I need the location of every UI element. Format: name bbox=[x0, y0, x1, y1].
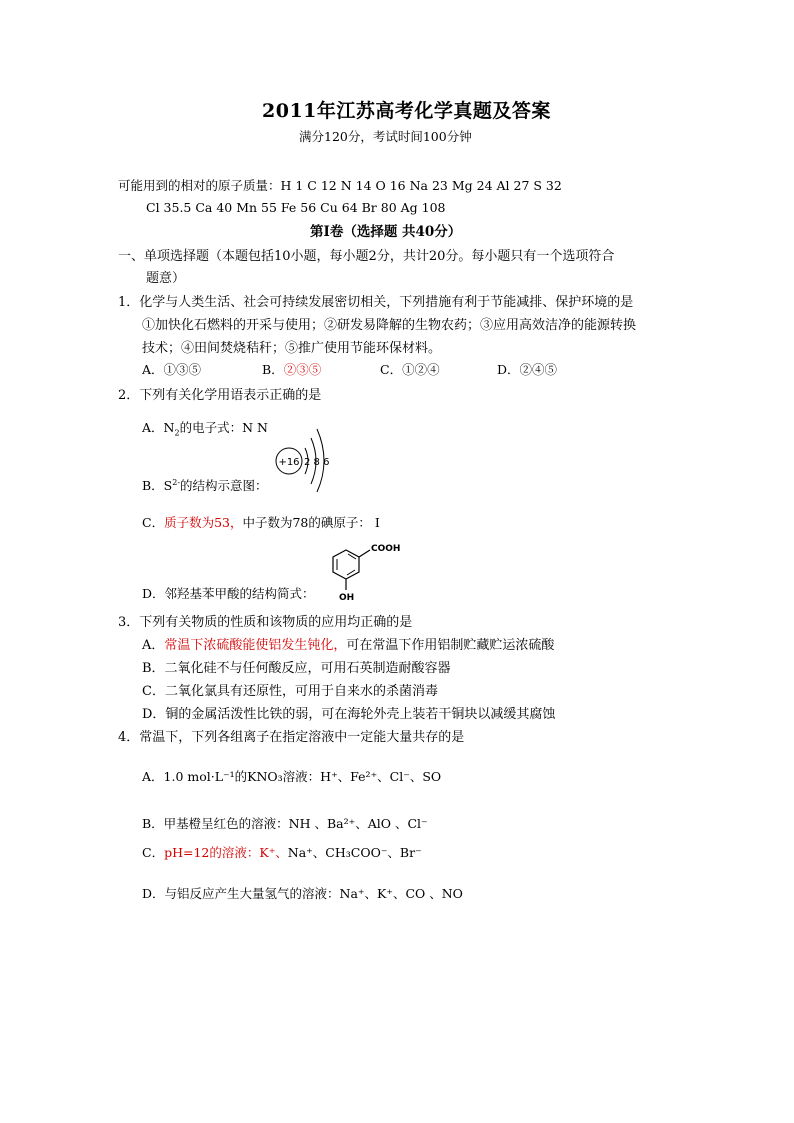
q4-stem: 4．常温下，下列各组离子在指定溶液中一定能大量共存的是 bbox=[118, 730, 465, 745]
q4-option-c bbox=[142, 843, 422, 861]
nucleus-charge: +16 bbox=[278, 457, 300, 468]
q1-option-d: D．②④⑤ bbox=[497, 362, 558, 377]
q3-option-b: B．二氧化硅不与任何酸反应，可用石英制造耐酸容器 bbox=[142, 661, 451, 676]
q1-stem-line-3: 技术；④田间焚烧秸秆；⑤推广使用节能环保材料。 bbox=[142, 341, 442, 356]
q4-option-a: A．1.0 mol·L⁻¹的KNO₃溶液：H⁺、Fe²⁺、Cl⁻、SO bbox=[142, 769, 442, 784]
q3-a-label: A． bbox=[142, 638, 165, 653]
q1-option-b bbox=[262, 360, 321, 378]
section-title: 第Ⅰ卷（选择题 共40分） bbox=[310, 224, 462, 240]
q2-a-text: 的电子式：N N bbox=[179, 420, 268, 435]
q2-option-a bbox=[142, 418, 268, 436]
q2-c-text: 中子数为78的碘原子： I bbox=[242, 515, 380, 530]
q2-option-b bbox=[142, 476, 268, 494]
atomic-mass-line-1: 可能用到的相对的原子质量：H 1 C 12 N 14 O 16 Na 23 Mg 24 Al 27 S 32 bbox=[118, 178, 562, 193]
cooh-bond bbox=[359, 550, 370, 557]
q4-c-text: Na⁺、CH₃COO⁻、Br⁻ bbox=[287, 845, 422, 860]
q3-option-d: D．铜的金属活泼性比铁的弱，可在海轮外壳上装若干铜块以减缓其腐蚀 bbox=[142, 707, 556, 722]
q2-a-label: A．N bbox=[142, 420, 175, 435]
atomic-mass-line-2: Cl 35.5 Ca 40 Mn 55 Fe 56 Cu 64 Br 80 Ag 108 bbox=[146, 200, 446, 215]
page-subtitle: 满分120分，考试时间100分钟 bbox=[299, 129, 472, 144]
q1-option-a: A．①③⑤ bbox=[142, 362, 202, 377]
q2-c-label: C． bbox=[142, 515, 165, 530]
shell-electrons: 2 8 6 bbox=[304, 457, 330, 468]
q4-option-b: B．甲基橙呈红色的溶液：NH 、Ba²⁺、AlO 、Cl⁻ bbox=[142, 816, 428, 831]
q4-option-d: D．与铝反应产生大量氢气的溶液：Na⁺、K⁺、CO 、NO bbox=[142, 886, 463, 901]
q2-c-highlight: 质子数为53， bbox=[164, 515, 243, 530]
q2-a-subscript: 2 bbox=[174, 428, 180, 438]
q2-b-label: B．S bbox=[142, 478, 173, 493]
q1-option-c: C．①②④ bbox=[380, 362, 440, 377]
page-title: 2011年江苏高考化学真题及答案 bbox=[262, 100, 551, 122]
q3-stem: 3．下列有关物质的性质和该物质的应用均正确的是 bbox=[118, 615, 413, 630]
q3-a-text: 可在常温下作用铝制贮藏贮运浓硫酸 bbox=[346, 638, 555, 653]
part1-heading-line-1: 一、单项选择题（本题包括10小题，每小题2分，共计20分。每小题只有一个选项符合 bbox=[118, 249, 615, 264]
q2-option-c bbox=[142, 513, 380, 531]
q4-c-label: C． bbox=[142, 845, 165, 860]
q1-stem-line-1: 1．化学与人类生活、社会可持续发展密切相关，下列措施有利于节能减排、保护环境的是 bbox=[118, 295, 634, 310]
q2-b-text: 的结构示意图： bbox=[180, 478, 268, 493]
q3-option-c: C．二氧化氯具有还原性，可用于自来水的杀菌消毒 bbox=[142, 684, 438, 699]
hydroxybenzoic-acid-structure bbox=[326, 540, 410, 604]
q1-stem-line-2: ①加快化石燃料的开采与使用；②研发易降解的生物农药；③应用高效洁净的能源转换 bbox=[142, 318, 637, 333]
q1-option-b-label: B． bbox=[262, 362, 284, 377]
q4-c-highlight: pH=12的溶液：K⁺、 bbox=[164, 845, 288, 860]
oh-label: OH bbox=[339, 593, 355, 603]
q2-option-d: D．邻羟基苯甲酸的结构简式： bbox=[142, 586, 315, 601]
part1-heading-line-2: 题意） bbox=[146, 271, 186, 286]
sulfide-ion-structure-diagram bbox=[274, 426, 336, 494]
q3-option-a bbox=[142, 634, 554, 653]
q1-option-b-answer: ②③⑤ bbox=[283, 362, 322, 377]
q2-b-superscript: 2- bbox=[172, 477, 181, 487]
q2-stem: 2．下列有关化学用语表示正确的是 bbox=[118, 388, 322, 403]
cooh-label: COOH bbox=[371, 544, 401, 554]
q3-a-highlight: 常温下浓硫酸能使铝发生钝化， bbox=[164, 638, 347, 653]
